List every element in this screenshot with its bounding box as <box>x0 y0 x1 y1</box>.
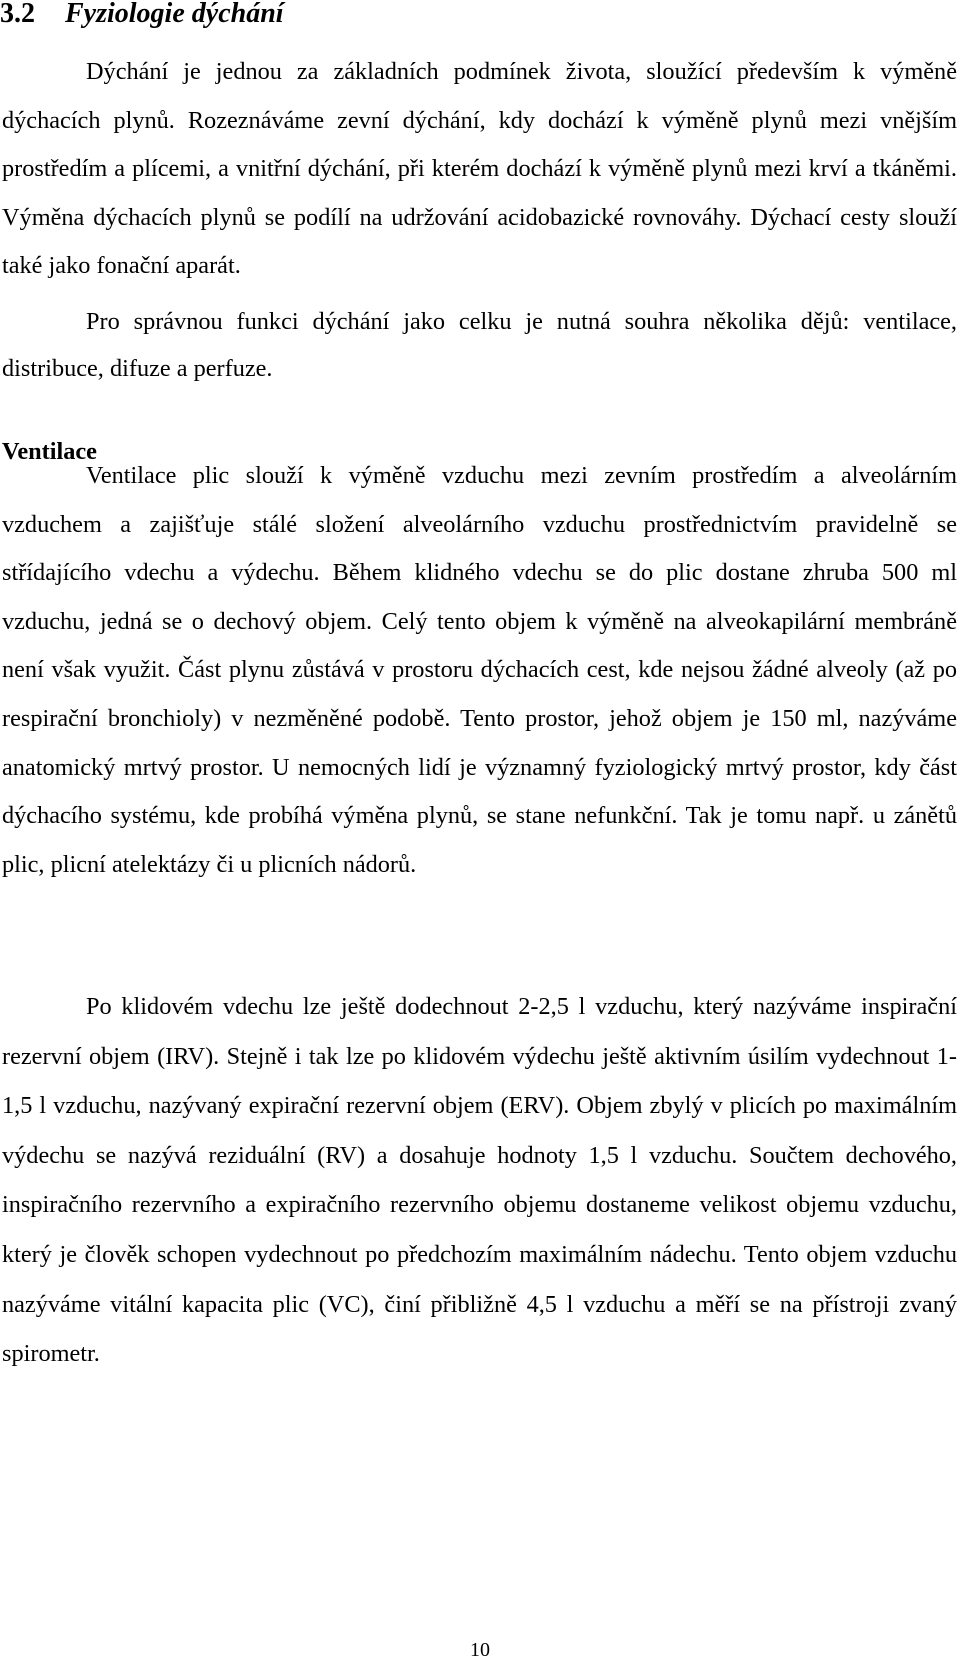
paragraph-intro: Dýchání je jednou za základních podmínek života, sloužící především k výměně dýchacích plynů. Rozeznáváme zevní dýchání, kdy dochází k výměně plynů mezi vnějším prostředím a plícemi, a vnitřní dýchání, při kterém dochází k výměně plynů mezi krví a tkáněmi. Výměna dýchacích plynů se podílí na udržování acidobazické rovnováhy. Dýchací cesty slouží také jako fonační aparát. <box>2 58 957 280</box>
section-heading <box>0 0 284 32</box>
paragraph-lung-volumes: Po klidovém vdechu lze ještě dodechnout 2-2,5 l vzduchu, který nazýváme inspirační rezervní objem (IRV). Stejně i tak lze po klidovém výdechu ještě aktivním úsilím vydechnout 1-1,5 l vzduchu, nazývaný expirační rezervní objem (ERV). Objem zbylý v plicích po maximálním výdechu se nazývá reziduální (RV) a dosahuje hodnoty 1,5 l vzduchu. Součtem dechového, inspiračního rezervního a expiračního rezervního objemu dostaneme velikost objemu vzduchu, který je člověk schopen vydechnout po předchozím maximálním nádechu. Tento objem vzduchu nazýváme vitální kapacita plic (VC), činí přibližně 4,5 l vzduchu a měří se na přístroji zvaný spirometr. <box>2 993 957 1368</box>
paragraph-processes: Pro správnou funkci dýchání jako celku je nutná souhra několika dějů: ventilace, distribuce, difuze a perfuze. <box>2 308 957 382</box>
paragraph-ventilation: Ventilace plic slouží k výměně vzduchu mezi zevním prostředím a alveolárním vzduchem a zajišťuje stálé složení alveolárního vzduchu prostřednictvím pravidelně se střídajícího vdechu a výdechu. Během klidného vdechu se do plic dostane zhruba 500 ml vzduchu, jedná se o dechový objem. Celý tento objem k výměně na alveokapilární membráně není však využit. Část plynu zůstává v prostoru dýchacích cest, kde nejsou žádné alveoly (až po respirační bronchioly) v nezměněné podobě. Tento prostor, jehož objem je 150 ml, nazýváme anatomický mrtvý prostor. U nemocných lidí je významný fyziologický mrtvý prostor, kdy část dýchacího systému, kde probíhá výměna plynů, se stane nefunkční. Tak je tomu např. u zánětů plic, plicní atelektázy či u plicních nádorů. <box>2 462 957 878</box>
page-number: 10 <box>470 1639 490 1661</box>
section-title: Fyziologie dýchání <box>65 0 284 29</box>
subheading-ventilace: Ventilace <box>2 438 97 465</box>
section-number: 3.2 <box>0 0 35 29</box>
